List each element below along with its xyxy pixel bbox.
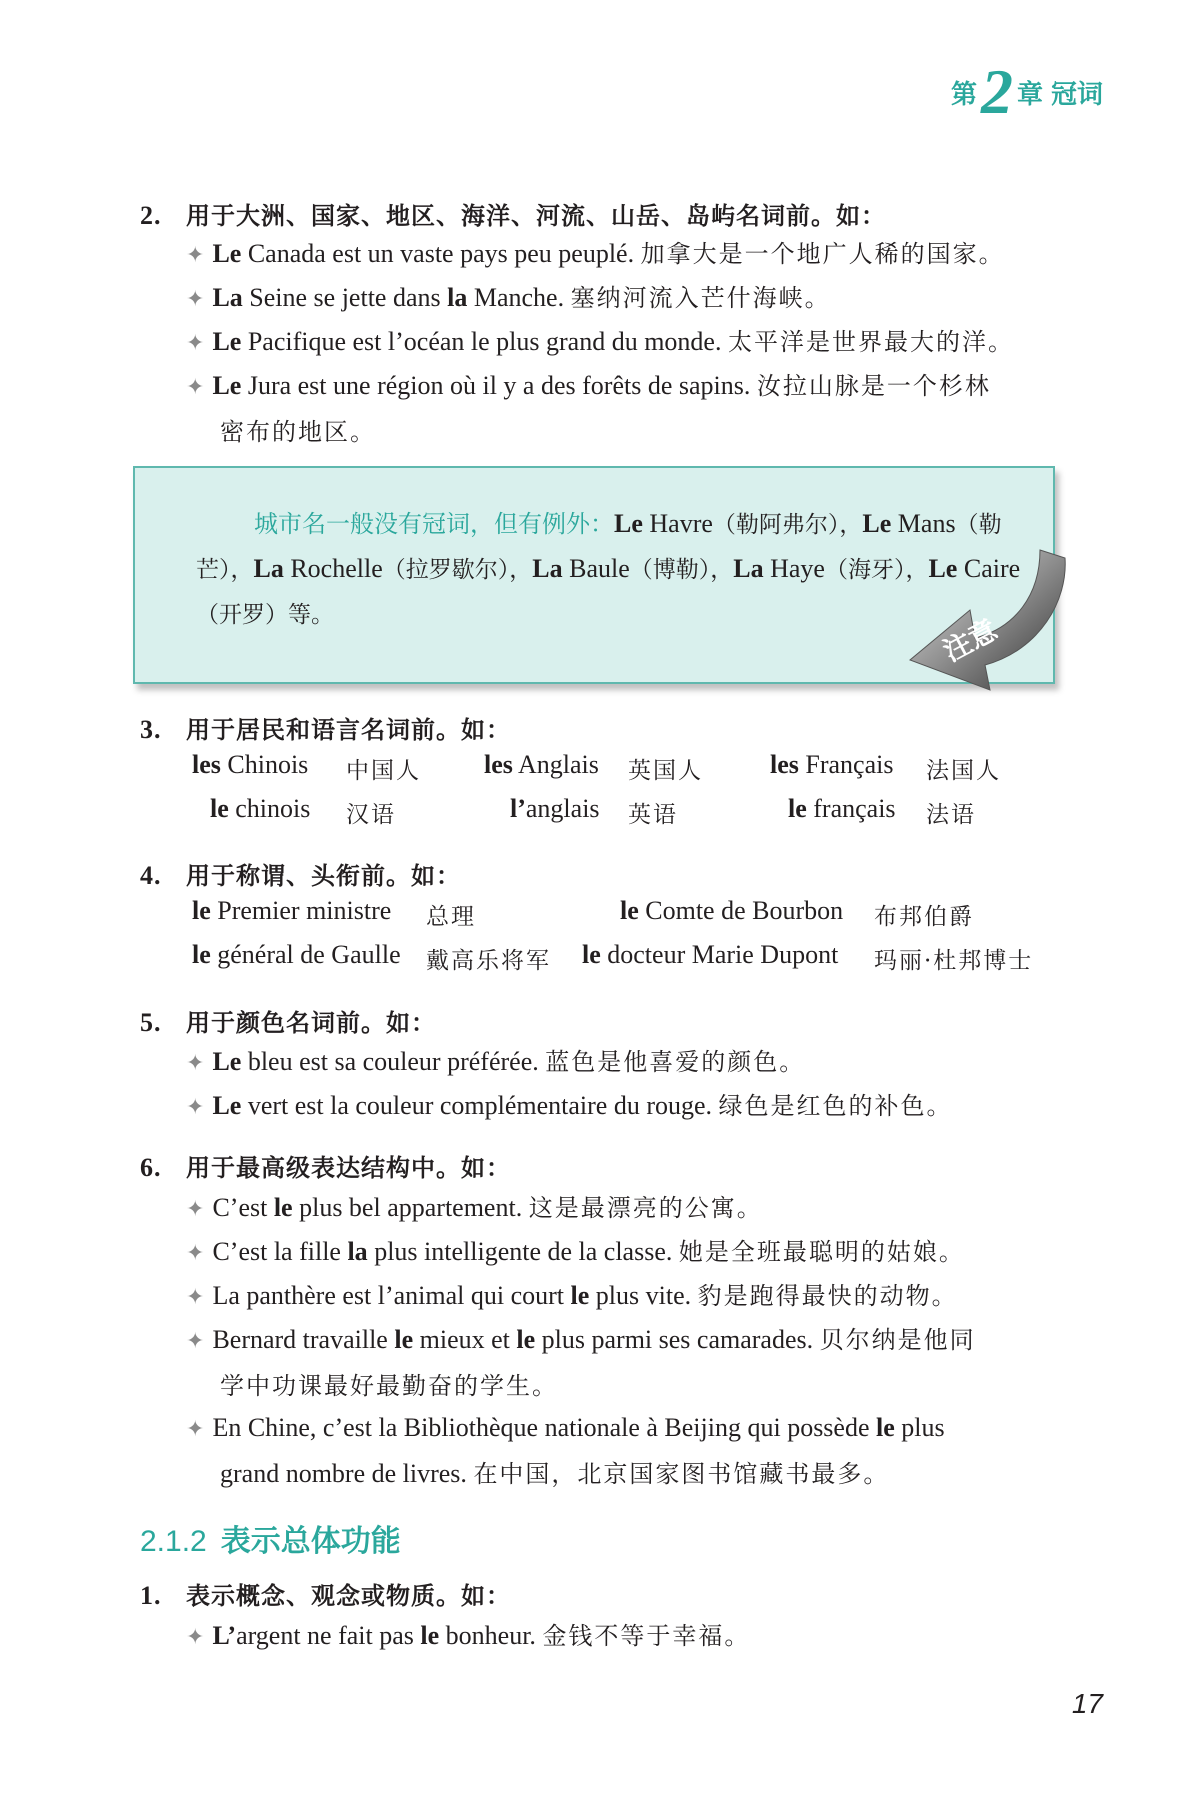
bullet-star-icon: ✦ bbox=[186, 1285, 205, 1310]
vocab-translation: 英语 bbox=[628, 802, 678, 828]
bullet-star-icon: ✦ bbox=[186, 287, 205, 312]
vocab-entry: les Chinois bbox=[192, 750, 309, 779]
vocab-entry: le Premier ministre bbox=[192, 896, 392, 925]
vocab-entry: les Anglais bbox=[484, 750, 599, 779]
item-6-heading: 6. 用于最高级表达结构中。如： bbox=[140, 1153, 511, 1182]
example-item: ✦ Le Canada est un vaste pays peu peuplé. 加拿大是一个地广人稀的国家。 bbox=[186, 239, 1005, 268]
bullet-star-icon: ✦ bbox=[186, 1241, 205, 1266]
example-item: ✦ En Chine, c’est la Bibliothèque nationale à Beijing qui possède le plus grand nombre de livres. 在中国，北京国家图书馆藏书最多。 bbox=[186, 1413, 945, 1488]
bullet-star-icon: ✦ bbox=[186, 331, 205, 356]
chapter-number: 2 bbox=[980, 56, 1013, 127]
item-4-heading: 4. 用于称谓、头衔前。如： bbox=[140, 861, 461, 890]
vocab-translation: 戴高乐将军 bbox=[426, 948, 551, 974]
item-1-heading: 1. 表示概念、观念或物质。如： bbox=[140, 1581, 511, 1610]
example-item: ✦ C’est la fille la plus intelligente de la classe. 她是全班最聪明的姑娘。 bbox=[186, 1237, 965, 1266]
vocab-entry: le chinois bbox=[210, 794, 311, 823]
note-arrow-icon bbox=[890, 540, 1080, 700]
vocab-entry: le Comte de Bourbon bbox=[620, 896, 844, 925]
vocab-entry: le docteur Marie Dupont bbox=[582, 940, 839, 969]
example-item: ✦ La Seine se jette dans la Manche. 塞纳河流入芒什海峡。 bbox=[186, 283, 831, 312]
bullet-star-icon: ✦ bbox=[186, 1051, 205, 1076]
example-item: ✦ Le bleu est sa couleur préférée. 蓝色是他喜爱的颜色。 bbox=[186, 1047, 806, 1076]
chapter-prefix: 第 bbox=[950, 79, 977, 110]
vocab-translation: 法语 bbox=[926, 802, 976, 828]
vocab-translation: 汉语 bbox=[346, 802, 396, 828]
bullet-star-icon: ✦ bbox=[186, 1197, 205, 1222]
vocab-translation: 布邦伯爵 bbox=[874, 904, 974, 930]
vocab-entry: le général de Gaulle bbox=[192, 940, 401, 969]
example-item: ✦ Bernard travaille le mieux et le plus parmi ses camarades. 贝尔纳是他同 学中功课最好最勤奋的学生。 bbox=[186, 1325, 976, 1400]
item-5-heading: 5. 用于颜色名词前。如： bbox=[140, 1008, 436, 1037]
vocab-entry: l’anglais bbox=[510, 794, 600, 823]
bullet-star-icon: ✦ bbox=[186, 1625, 205, 1650]
bullet-star-icon: ✦ bbox=[186, 1095, 205, 1120]
example-item: ✦ Le vert est la couleur complémentaire du rouge. 绿色是红色的补色。 bbox=[186, 1091, 953, 1120]
item-3-heading: 3. 用于居民和语言名词前。如： bbox=[140, 715, 511, 744]
section-title: 2.1.2 表示总体功能 bbox=[140, 1524, 401, 1559]
vocab-translation: 中国人 bbox=[346, 758, 421, 784]
vocab-translation: 玛丽·杜邦博士 bbox=[874, 948, 1034, 974]
vocab-entry: le français bbox=[788, 794, 896, 823]
vocab-entry: les Français bbox=[770, 750, 894, 779]
vocab-translation: 法国人 bbox=[926, 758, 1001, 784]
chapter-title: 冠词 bbox=[1050, 79, 1103, 110]
example-item: ✦ C’est le plus bel appartement. 这是最漂亮的公寓。 bbox=[186, 1193, 763, 1222]
bullet-star-icon: ✦ bbox=[186, 375, 205, 400]
item-title: 用于大洲、国家、地区、海洋、河流、山岳、岛屿名词前。如： bbox=[186, 202, 886, 230]
item-2-heading bbox=[140, 196, 886, 231]
bullet-star-icon: ✦ bbox=[186, 243, 205, 268]
item-number: 2. bbox=[140, 201, 162, 230]
bullet-star-icon: ✦ bbox=[186, 1417, 205, 1442]
chapter-header bbox=[950, 56, 1103, 127]
bullet-star-icon: ✦ bbox=[186, 1329, 205, 1354]
example-item: ✦ La panthère est l’animal qui court le plus vite. 豹是跑得最快的动物。 bbox=[186, 1281, 958, 1310]
example-item: ✦ L’argent ne fait pas le bonheur. 金钱不等于幸福。 bbox=[186, 1621, 751, 1650]
chapter-suffix: 章 bbox=[1016, 79, 1043, 110]
note-text: 城市名一般没有冠词，但有例外：Le Havre（勒阿弗尔），Le Mans（勒芒），La Rochelle（拉罗歇尔），La Baule（博勒），La Haye（海牙），Le Caire（开罗）等。 bbox=[196, 509, 1021, 628]
page-number: 17 bbox=[1071, 1688, 1103, 1719]
note-badge-label: 注意 bbox=[937, 612, 1003, 669]
example-item: ✦ Le Jura est une région où il y a des forêts de sapins. 汝拉山脉是一个杉林 密布的地区。 bbox=[186, 371, 991, 446]
vocab-translation: 英国人 bbox=[628, 758, 703, 784]
example-item: ✦ Le Pacifique est l’océan le plus grand du monde. 太平洋是世界最大的洋。 bbox=[186, 327, 1014, 356]
vocab-translation: 总理 bbox=[426, 904, 476, 930]
